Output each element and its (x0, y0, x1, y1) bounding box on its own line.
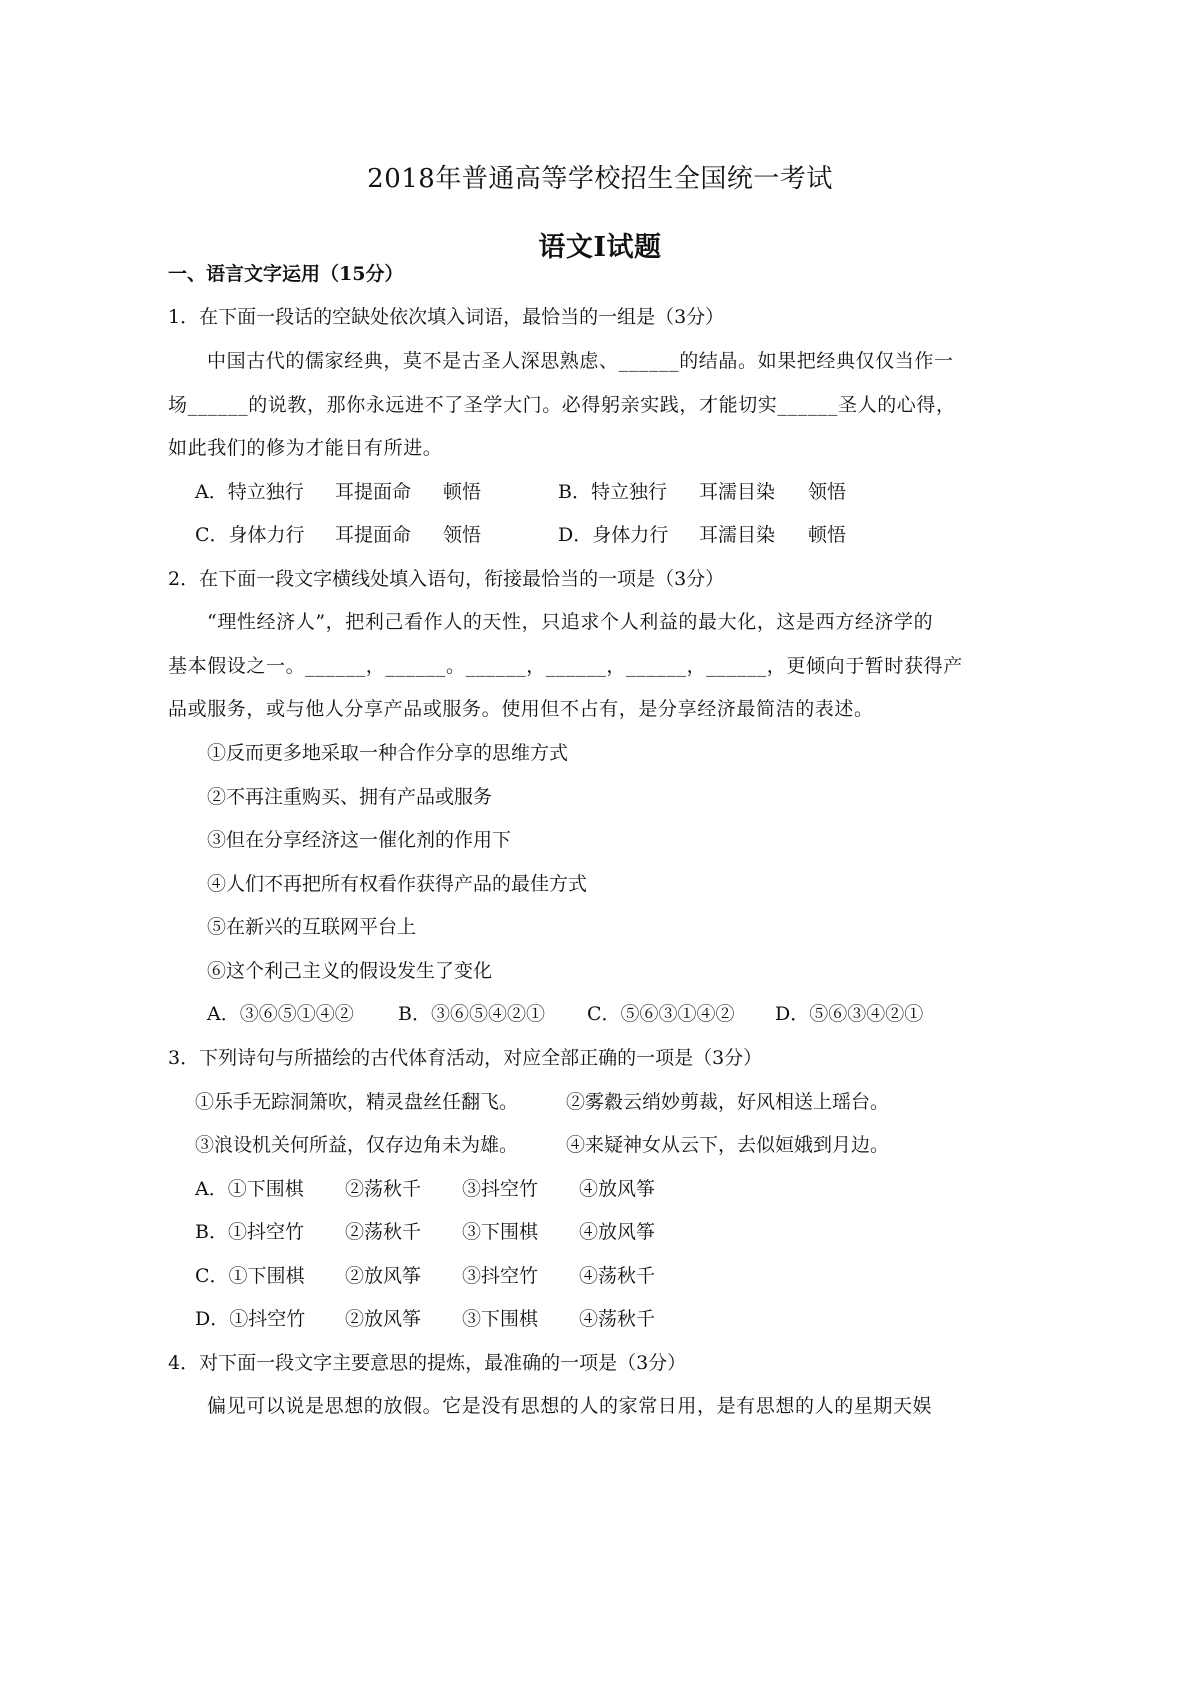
option-letter: D． (195, 1308, 230, 1330)
q3-poem: ④来疑神女从云下，去似姮娥到月边。 (566, 1134, 890, 1156)
option-item: ③抖空竹 (462, 1178, 539, 1200)
option-item: 领悟 (808, 481, 847, 503)
option-letter: B． (558, 481, 591, 503)
option-item: ②荡秋千 (345, 1178, 422, 1200)
option-letter: B． (195, 1221, 228, 1243)
option-item: 身体力行 (228, 524, 305, 546)
option-item: ④放风筝 (579, 1221, 656, 1243)
option-item: ①抖空竹 (229, 1308, 306, 1330)
q3-option-a (195, 1177, 304, 1201)
option-item: ④放风筝 (579, 1178, 656, 1200)
option-item: 顿悟 (808, 524, 847, 546)
option-letter: B． (398, 1003, 431, 1025)
option-item: 耳提面命 (335, 524, 412, 546)
option-letter: A． (195, 481, 228, 503)
option-item: ①下围棋 (228, 1265, 305, 1287)
option-value: ⑤⑥③①④② (620, 1003, 735, 1025)
q3-stem: 3．下列诗句与所描绘的古代体育活动，对应全部正确的一项是（3分） (168, 1047, 763, 1069)
q2-option-c (587, 1002, 735, 1026)
q2-passage-line: 基本假设之一。______，______。______，______，______，______，更倾向于暂时获得产 (168, 655, 963, 677)
option-letter: C． (195, 1265, 229, 1287)
q2-sentence: ⑤在新兴的互联网平台上 (207, 916, 417, 938)
q2-sentence: ④人们不再把所有权看作获得产品的最佳方式 (207, 873, 588, 895)
option-item: ①抖空竹 (227, 1221, 304, 1243)
q3-poem: ②雾縠云绡妙剪裁，好风相送上瑶台。 (566, 1091, 890, 1113)
option-item: ②放风筝 (345, 1265, 422, 1287)
option-letter: D． (775, 1003, 810, 1025)
q2-passage-line: 品或服务，或与他人分享产品或服务。使用但不占有，是分享经济最简洁的表述。 (168, 698, 874, 720)
option-letter: C． (587, 1003, 621, 1025)
q1-option-b (558, 480, 667, 504)
exam-title: 2018年普通高等学校招生全国统一考试 (367, 164, 833, 194)
q4-passage-line: 偏见可以说是思想的放假。它是没有思想的人的家常日用，是有思想的人的星期天娱 (207, 1395, 933, 1417)
option-item: ③抖空竹 (462, 1265, 539, 1287)
option-item: ③下围棋 (462, 1221, 539, 1243)
option-item: 身体力行 (592, 524, 669, 546)
q1-stem: 1．在下面一段话的空缺处依次填入词语，最恰当的一组是（3分） (168, 306, 725, 328)
q2-passage-line: “理性经济人”，把利己看作人的天性，只追求个人利益的最大化，这是西方经济学的 (207, 611, 934, 633)
option-item: 领悟 (443, 524, 482, 546)
q2-option-d (775, 1002, 923, 1026)
q3-option-b (195, 1220, 304, 1244)
option-letter: D． (558, 524, 593, 546)
option-value: ③⑥⑤④②① (430, 1003, 545, 1025)
q2-sentence: ⑥这个利己主义的假设发生了变化 (207, 960, 493, 982)
option-value: ⑤⑥③④②① (809, 1003, 924, 1025)
q1-option-a (195, 480, 304, 504)
q2-option-a (207, 1002, 354, 1026)
option-value: ③⑥⑤①④② (239, 1003, 354, 1025)
q1-option-c (195, 523, 305, 547)
q2-sentence: ①反而更多地采取一种合作分享的思维方式 (207, 742, 569, 764)
q3-option-d (195, 1307, 305, 1331)
option-letter: A． (195, 1178, 228, 1200)
option-item: ③下围棋 (462, 1308, 539, 1330)
option-item: ②放风筝 (345, 1308, 422, 1330)
q2-option-b (398, 1002, 545, 1026)
q3-poem: ③浪设机关何所益，仅存边角未为雄。 (195, 1134, 519, 1156)
q2-stem: 2．在下面一段文字横线处填入语句，衔接最恰当的一项是（3分） (168, 568, 725, 590)
option-item: ④荡秋千 (579, 1265, 656, 1287)
option-item: 顿悟 (443, 481, 482, 503)
q3-poem: ①乐手无踪洞箫吹，精灵盘丝任翻飞。 (195, 1091, 519, 1113)
section-heading: 一、语言文字运用（15分） (168, 263, 404, 285)
q2-sentence: ②不再注重购买、拥有产品或服务 (207, 786, 493, 808)
option-item: 耳濡目染 (699, 481, 776, 503)
option-item: ④荡秋千 (579, 1308, 656, 1330)
exam-subtitle: 语文Ⅰ试题 (538, 232, 662, 263)
q1-passage-line: 如此我们的修为才能日有所进。 (168, 437, 443, 459)
q1-passage-line: 中国古代的儒家经典，莫不是古圣人深思熟虑、______的结晶。如果把经典仅仅当作一 (207, 350, 954, 372)
option-item: 耳提面命 (335, 481, 412, 503)
q2-sentence: ③但在分享经济这一催化剂的作用下 (207, 829, 512, 851)
option-letter: C． (195, 524, 229, 546)
option-item: 特立独行 (590, 481, 667, 503)
q1-option-d (558, 523, 668, 547)
q4-stem: 4．对下面一段文字主要意思的提炼，最准确的一项是（3分） (168, 1352, 687, 1374)
q1-passage-line: 场______的说教，那你永远进不了圣学大门。必得躬亲实践，才能切实______圣人的心得， (168, 394, 956, 416)
option-item: ①下围棋 (227, 1178, 304, 1200)
option-item: ②荡秋千 (345, 1221, 422, 1243)
option-item: 特立独行 (227, 481, 304, 503)
option-item: 耳濡目染 (699, 524, 776, 546)
option-letter: A． (207, 1003, 240, 1025)
q3-option-c (195, 1264, 305, 1288)
